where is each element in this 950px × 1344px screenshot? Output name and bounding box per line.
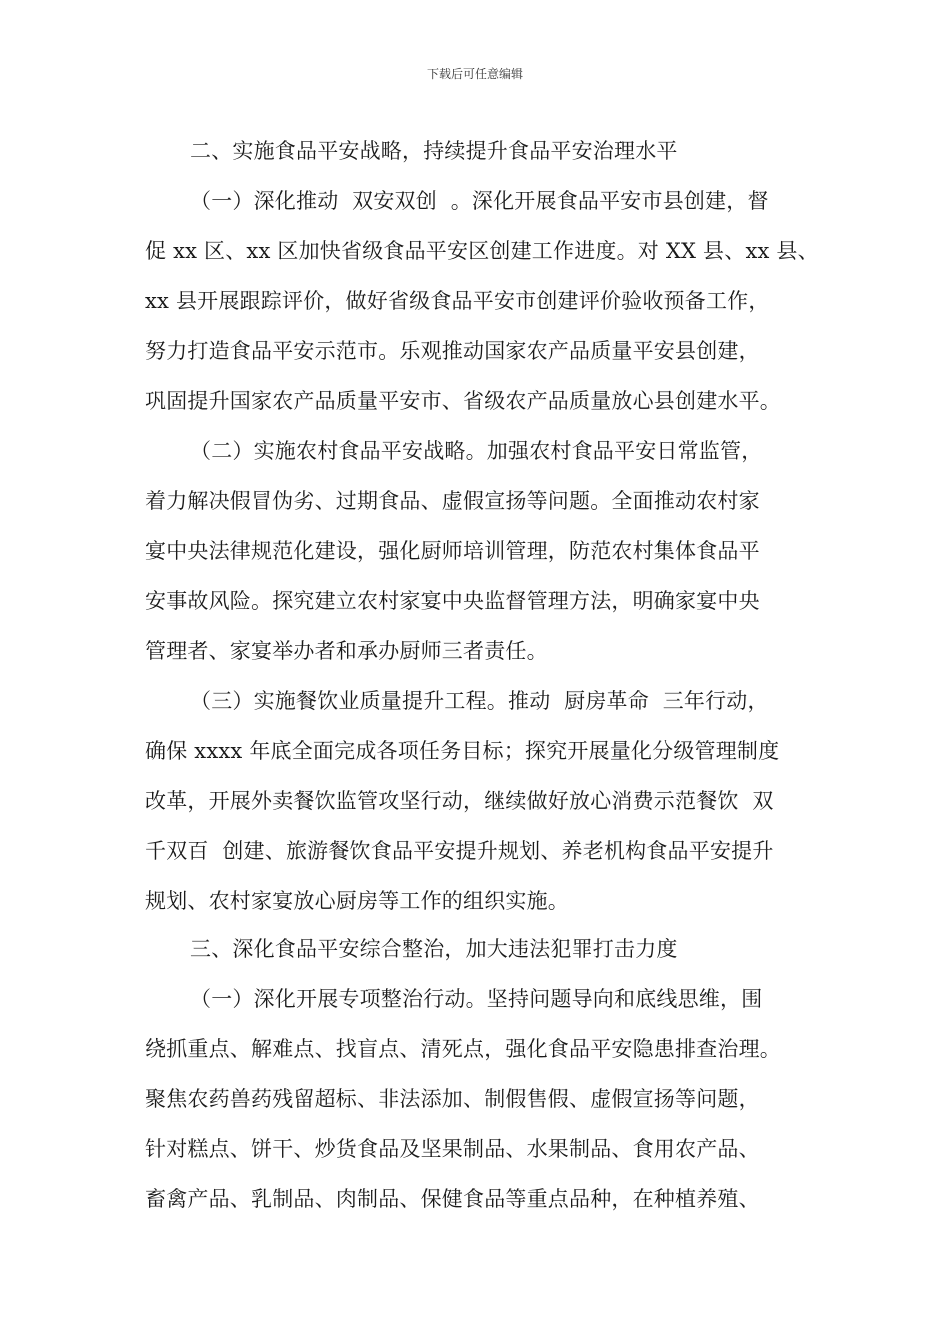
paragraph-line: xx 县开展跟踪评价，做好省级食品平安市创建评价验收预备工作， bbox=[145, 289, 770, 313]
page-header: 下载后可任意编辑 bbox=[426, 67, 523, 81]
paragraph-line: 确保 xxxx 年底全面完成各项任务目标；探究开展量化分级管理制度 bbox=[145, 739, 780, 763]
paragraph-line: 改革，开展外卖餐饮监管攻坚行动，继续做好放心消费示范餐饮 双 bbox=[145, 789, 774, 813]
paragraph-line: （二）实施农村食品平安战略。加强农村食品平安日常监管， bbox=[190, 439, 763, 463]
paragraph-line: 努力打造食品平安示范市。乐观推动国家农产品质量平安县创建， bbox=[145, 339, 760, 363]
paragraph-line: 着力解决假冒伪劣、过期食品、虚假宣扬等问题。全面推动农村家 bbox=[145, 489, 760, 513]
section-heading: 二、实施食品平安战略，持续提升食品平安治理水平 bbox=[190, 139, 678, 163]
paragraph-line: 巩固提升国家农产品质量平安市、省级农产品质量放心县创建水平。 bbox=[145, 389, 781, 413]
paragraph-line: 促 xx 区、xx 区加快省级食品平安区创建工作进度。对 XX 县、xx 县、 bbox=[145, 239, 819, 263]
paragraph-line: 畜禽产品、乳制品、肉制品、保健食品等重点品种，在种植养殖、 bbox=[145, 1187, 760, 1211]
paragraph-line: 聚焦农药兽药残留超标、非法添加、制假售假、虚假宣扬等问题， bbox=[145, 1087, 760, 1111]
paragraph-line: 管理者、家宴举办者和承办厨师三者责任。 bbox=[145, 639, 548, 663]
paragraph-line: （一）深化推动 双安双创 。深化开展食品平安市县创建，督 bbox=[190, 189, 769, 213]
paragraph-line: 安事故风险。探究建立农村家宴中央监督管理方法，明确家宴中央 bbox=[145, 589, 760, 613]
paragraph-line: 绕抓重点、解难点、找盲点、清死点，强化食品平安隐患排查治理。 bbox=[145, 1037, 781, 1061]
paragraph-line: 针对糕点、饼干、炒货食品及坚果制品、水果制品、食用农产品、 bbox=[145, 1137, 760, 1161]
paragraph-line: （一）深化开展专项整治行动。坚持问题导向和底线思维，围 bbox=[190, 987, 763, 1011]
paragraph-line: （三）实施餐饮业质量提升工程。推动 厨房革命 三年行动， bbox=[190, 689, 769, 713]
section-heading: 三、深化食品平安综合整治，加大违法犯罪打击力度 bbox=[190, 937, 678, 961]
paragraph-line: 宴中央法律规范化建设，强化厨师培训管理，防范农村集体食品平 bbox=[145, 539, 760, 563]
paragraph-line: 规划、农村家宴放心厨房等工作的组织实施。 bbox=[145, 889, 569, 913]
paragraph-line: 千双百 创建、旅游餐饮食品平安提升规划、养老机构食品平安提升 bbox=[145, 839, 774, 863]
